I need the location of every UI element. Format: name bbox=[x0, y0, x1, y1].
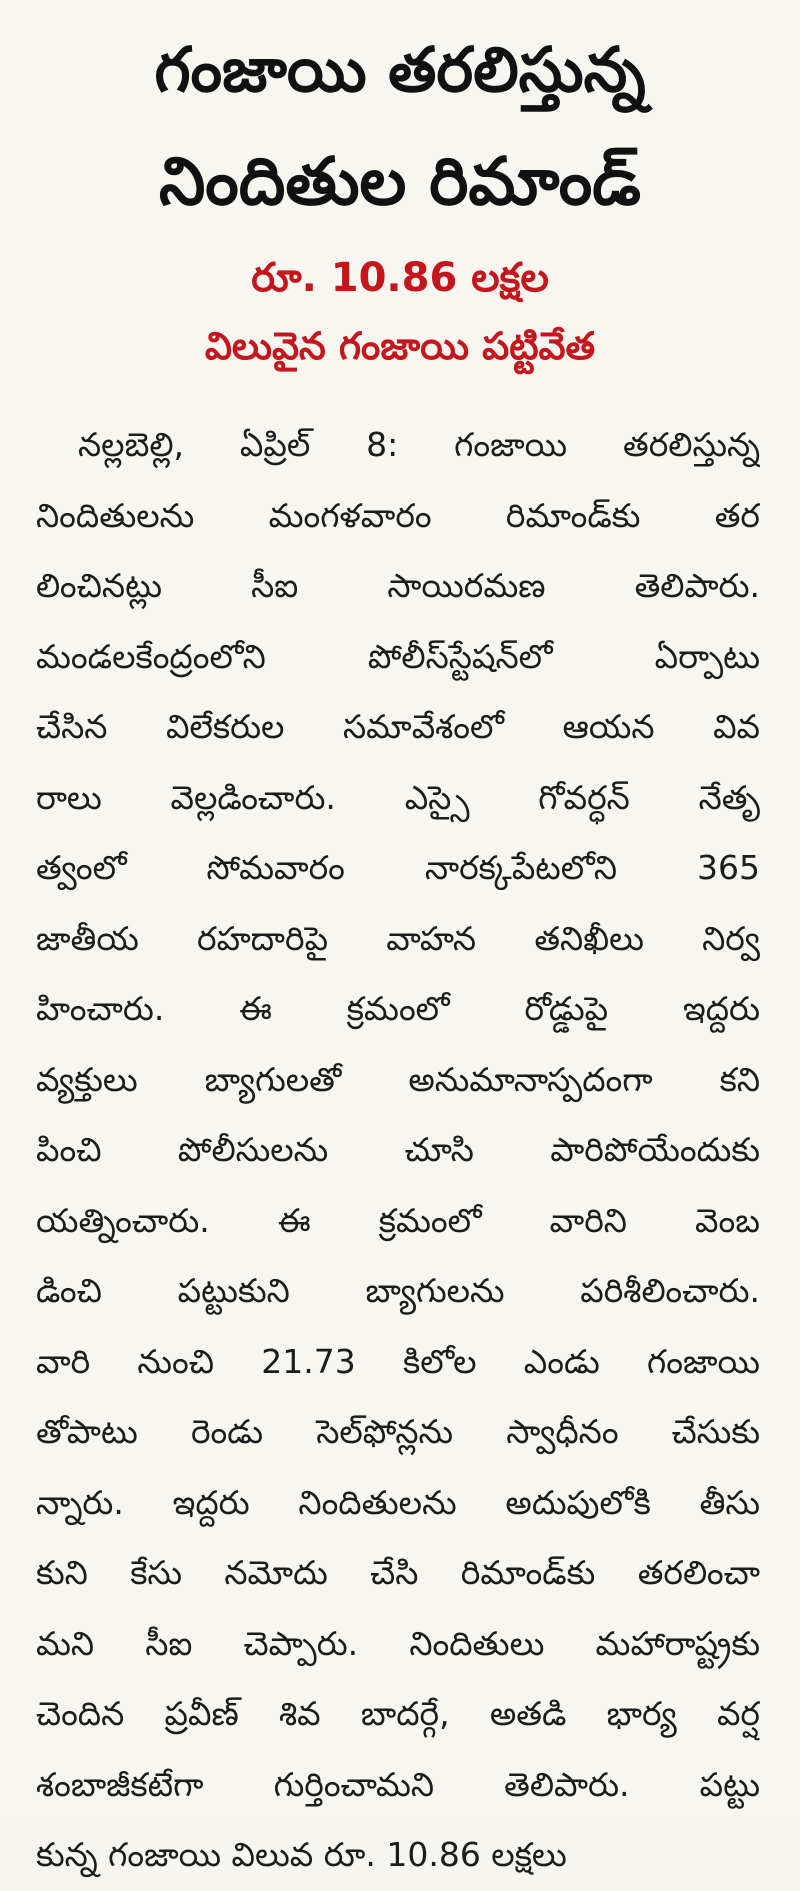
subheadline-line-2: విలువైన గంజాయి పట్టివేత bbox=[204, 324, 596, 368]
headline-line-1: గంజాయి తరలిస్తున్న bbox=[154, 33, 646, 106]
headline-line-2: నిందితుల రిమాండ్ bbox=[158, 143, 642, 220]
body-line: న్నారు. ఇద్దరు నిందితులను అదుపులోకి తీసు bbox=[36, 1482, 760, 1522]
body-line: త్వంలో సోమవారం నారక్కపేటలోని 365 bbox=[36, 848, 760, 887]
body-line: తోపాటు రెండు సెల్‌ఫోన్లను స్వాధీనం చేసుకు bbox=[36, 1412, 760, 1451]
body-line: చేసిన విలేకరుల సమావేశంలో ఆయన వివ bbox=[36, 707, 760, 746]
body-line: నిందితులను మంగళవారం రిమాండ్‌కు తర bbox=[36, 495, 760, 535]
body-line: మండలకేంద్రంలోని పోలీస్‌స్టేషన్‌లో ఏర్పాటు bbox=[36, 636, 760, 676]
subheadline-line-1: రూ. 10.86 లక్షల bbox=[251, 255, 549, 301]
body-line: రాలు వెల్లడించారు. ఎస్సై గోవర్ధన్ నేతృ bbox=[36, 777, 760, 817]
body-line: కుని కేసు నమోదు చేసి రిమాండ్‌కు తరలించా bbox=[36, 1553, 760, 1592]
body-line: వారి నుంచి 21.73 కిలోల ఎండు గంజాయి bbox=[36, 1341, 760, 1381]
body-line: లించినట్లు సీఐ సాయిరమణ తెలిపారు. bbox=[36, 566, 760, 605]
body-line: వ్యక్తులు బ్యాగులతో అనుమానాస్పదంగా కని bbox=[36, 1059, 760, 1099]
body-line: జాతీయ రహదారిపై వాహన తనిఖీలు నిర్వ bbox=[36, 918, 760, 958]
article-body bbox=[36, 410, 760, 1891]
body-line: యత్నించారు. ఈ క్రమంలో వారిని వెంబ bbox=[36, 1200, 760, 1240]
body-line: శంబాజీకటేగా గుర్తించామని తెలిపారు. పట్టు bbox=[36, 1764, 760, 1804]
body-line: హించారు. ఈ క్రమంలో రోడ్డుపై ఇద్దరు bbox=[36, 989, 760, 1028]
body-line: డించి పట్టుకుని బ్యాగులను పరిశీలించారు. bbox=[36, 1271, 760, 1310]
body-line: కున్న గంజాయి విలువ రూ. 10.86 లక్షలు bbox=[36, 1835, 567, 1874]
body-line: చెందిన ప్రవీణ్ శివ బాదర్గే, అతడి భార్య వర్ష bbox=[36, 1694, 760, 1733]
body-line: మని సీఐ చెప్పారు. నిందితులు మహారాష్ట్రకు bbox=[36, 1623, 760, 1663]
body-line: పించి పోలీసులను చూసి పారిపోయేందుకు bbox=[36, 1130, 760, 1169]
body-line: నల్లబెల్లి, ఏప్రిల్ 8: గంజాయి తరలిస్తున్న bbox=[78, 425, 760, 464]
